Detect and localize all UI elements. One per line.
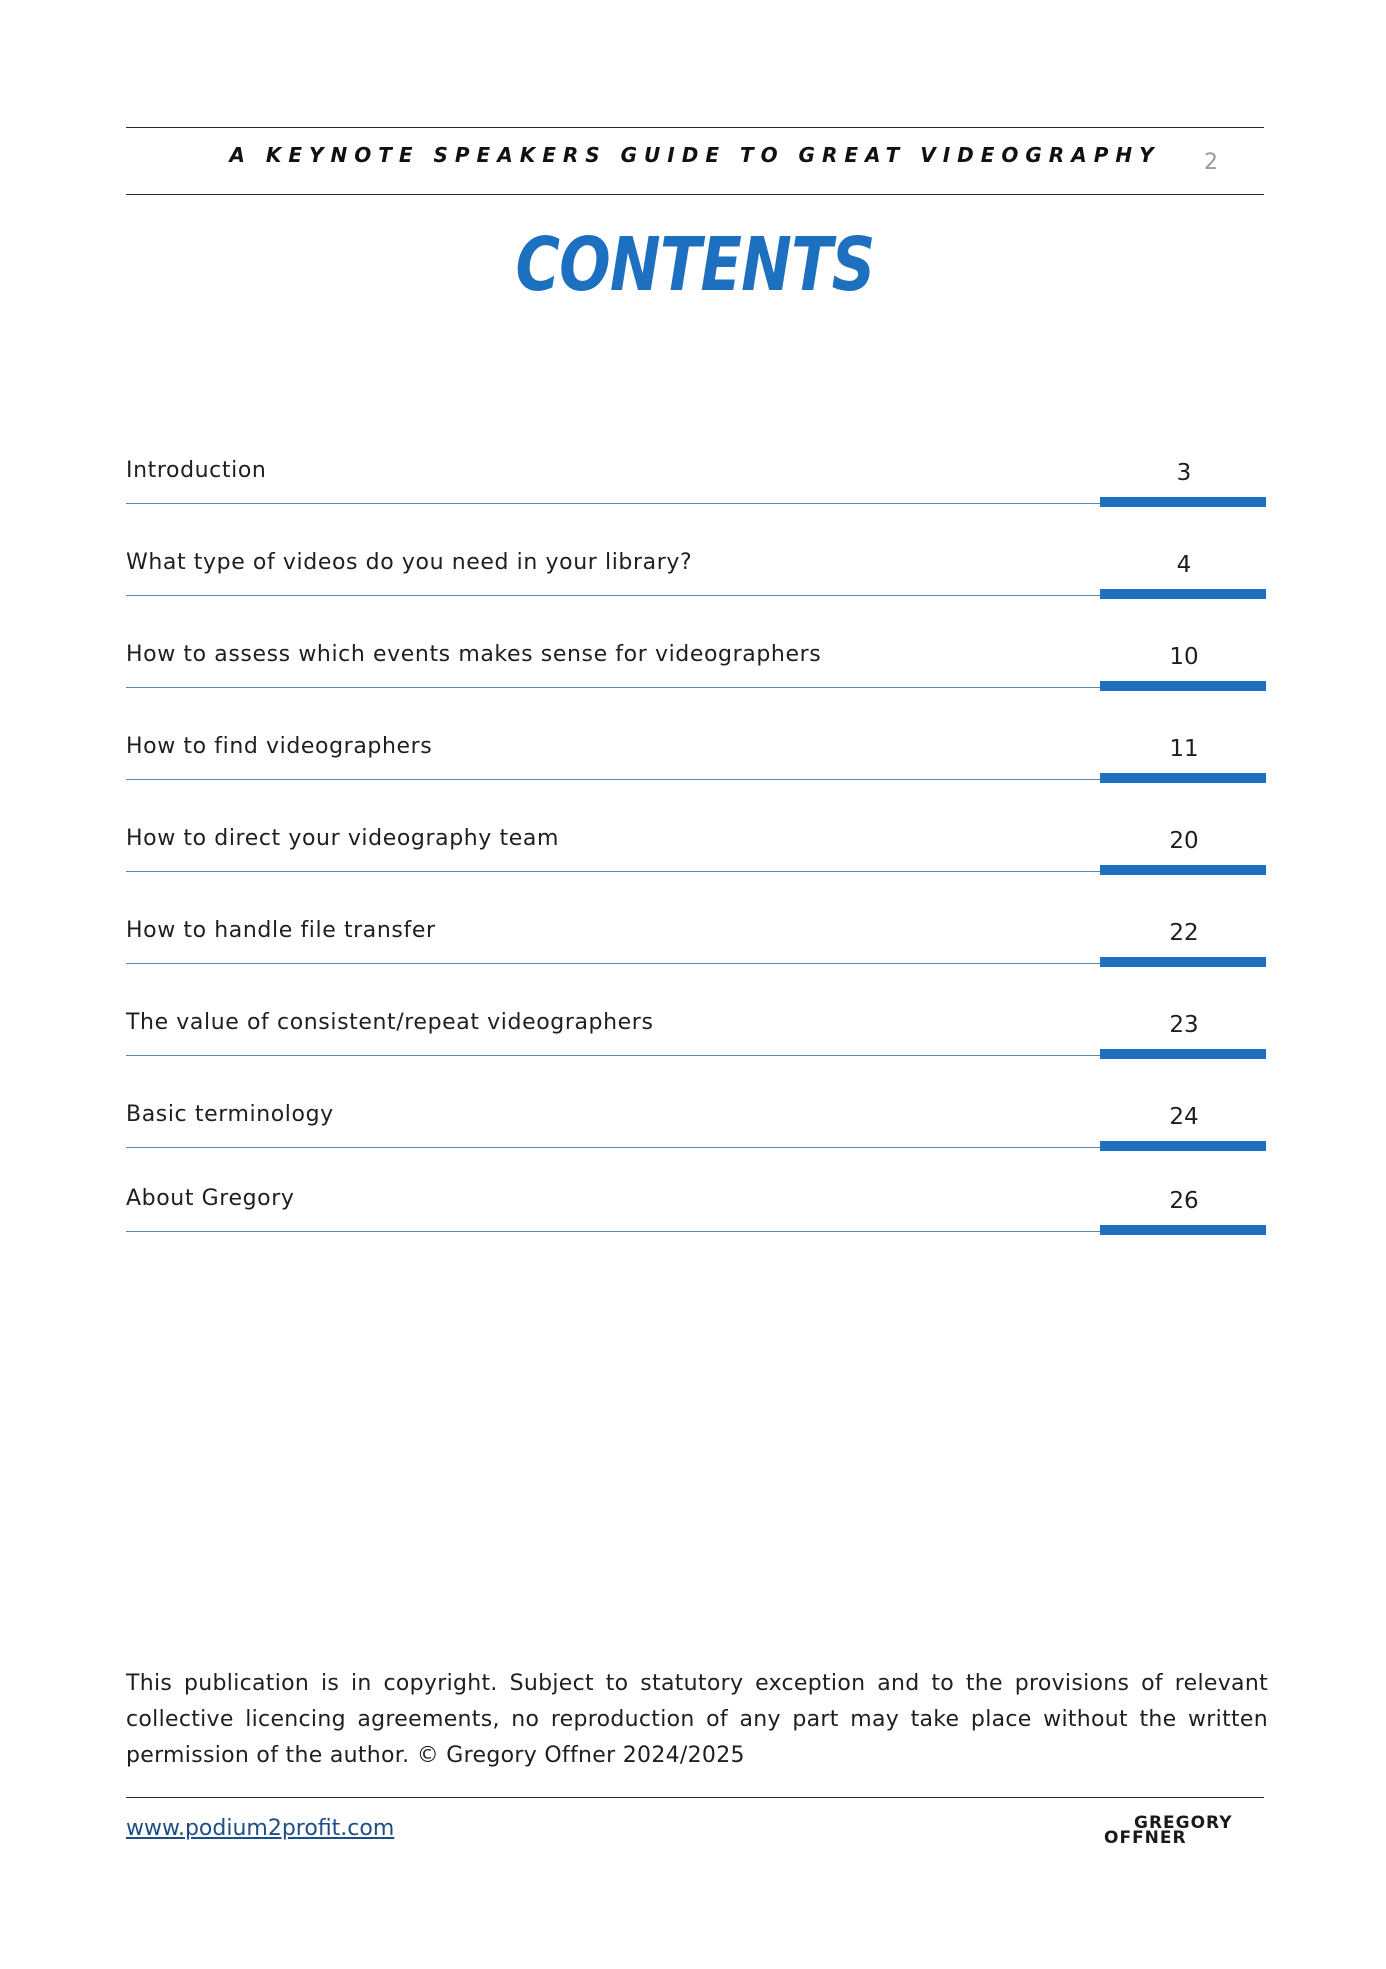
toc-entry-rule <box>126 687 1102 688</box>
toc-entry-rule <box>126 963 1102 964</box>
toc-entry-video-types[interactable] <box>126 532 1266 624</box>
toc-entry-page-bar <box>1100 1141 1266 1151</box>
toc-entry-rule <box>126 871 1102 872</box>
running-title: A KEYNOTE SPEAKERS GUIDE TO GREAT VIDEOGRAPHY <box>229 143 1161 167</box>
toc-entry-rule <box>126 1055 1102 1056</box>
toc-entry-label: About Gregory <box>126 1186 295 1211</box>
toc-entry-page-bar <box>1100 497 1266 507</box>
toc-entry-label: The value of consistent/repeat videographers <box>126 1010 654 1035</box>
toc-entry-label: How to assess which events makes sense for videographers <box>126 642 822 667</box>
logo-line-2: OFFNER <box>1104 1828 1187 1848</box>
toc-entry-rule <box>126 779 1102 780</box>
toc-entry-page: 22 <box>1169 920 1199 946</box>
logo-line-1: GREGORY <box>1134 1813 1233 1833</box>
toc-entry-page: 23 <box>1169 1012 1199 1038</box>
toc-entry-page: 26 <box>1169 1188 1199 1214</box>
toc-entry-page: 4 <box>1176 552 1192 578</box>
toc-entry-page-bar <box>1100 1049 1266 1059</box>
toc-entry-page: 10 <box>1169 644 1199 670</box>
toc-entry-page: 11 <box>1169 736 1199 762</box>
toc-entry-find-videographers[interactable] <box>126 716 1266 808</box>
copyright-notice: This publication is in copyright. Subject to statutory exception and to the provisions of relevant collective licencing agreements, no reproduction of any part may take place without the written permission of the author. © Gregory Offner 2024/2025 <box>126 1671 1268 1768</box>
toc-entry-rule <box>126 595 1102 596</box>
toc-entry-page-bar <box>1100 773 1266 783</box>
toc-entry-page: 20 <box>1169 828 1199 854</box>
website-link[interactable]: www.podium2profit.com <box>126 1816 395 1841</box>
toc-entry-page: 3 <box>1176 460 1192 486</box>
toc-entry-label: How to handle file transfer <box>126 918 436 943</box>
toc-entry-page-bar <box>1100 681 1266 691</box>
toc-entry-rule <box>126 1231 1102 1232</box>
toc-entry-label: How to find videographers <box>126 734 433 759</box>
table-of-contents <box>126 440 1266 1260</box>
toc-entry-assess-events[interactable] <box>126 624 1266 716</box>
gregory-offner-logo <box>1104 1813 1254 1853</box>
toc-entry-label: Introduction <box>126 458 267 483</box>
toc-entry-page-bar <box>1100 865 1266 875</box>
footer-rule <box>126 1797 1264 1798</box>
toc-entry-rule <box>126 503 1102 504</box>
header-top-rule <box>126 127 1264 128</box>
contents-title: CONTENTS <box>515 222 875 308</box>
toc-entry-page-bar <box>1100 589 1266 599</box>
toc-entry-terminology[interactable] <box>126 1084 1266 1176</box>
header-bottom-rule <box>126 194 1264 195</box>
toc-entry-label: What type of videos do you need in your library? <box>126 550 693 575</box>
toc-entry-label: Basic terminology <box>126 1102 334 1127</box>
toc-entry-about-gregory[interactable] <box>126 1176 1266 1260</box>
toc-entry-page: 24 <box>1169 1104 1199 1130</box>
toc-entry-page-bar <box>1100 957 1266 967</box>
toc-entry-label: How to direct your videography team <box>126 826 559 851</box>
page-number: 2 <box>1204 150 1218 175</box>
toc-entry-rule <box>126 1147 1102 1148</box>
toc-entry-introduction[interactable] <box>126 440 1266 532</box>
toc-entry-direct-team[interactable] <box>126 808 1266 900</box>
toc-entry-repeat-videographers[interactable] <box>126 992 1266 1084</box>
toc-entry-page-bar <box>1100 1225 1266 1235</box>
toc-entry-file-transfer[interactable] <box>126 900 1266 992</box>
